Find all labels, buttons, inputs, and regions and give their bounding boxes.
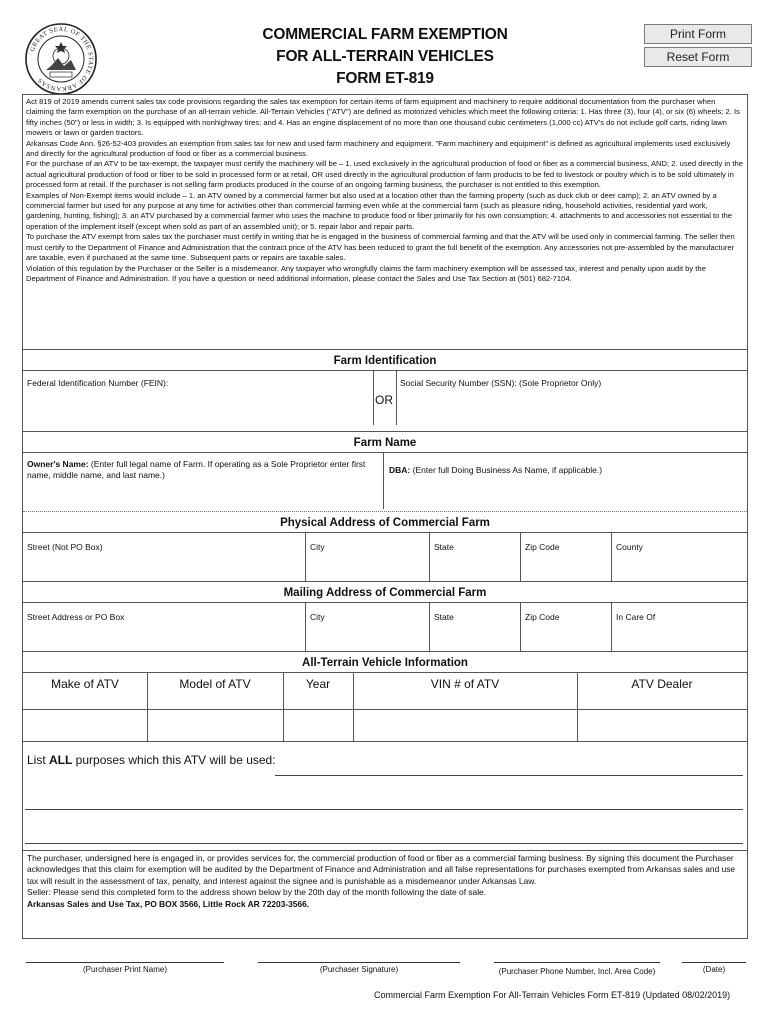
atv-dealer-input[interactable] bbox=[578, 710, 747, 741]
intro-text bbox=[26, 97, 744, 284]
atv-make-header: Make of ATV bbox=[51, 677, 119, 691]
mailing-zip-label: Zip Code bbox=[525, 612, 560, 622]
seller-note: Seller: Please send this completed form to the address shown below by the 20th day of the month following the date of sale. bbox=[27, 887, 487, 898]
form-number: FORM ET-819 bbox=[336, 70, 434, 87]
intro-paragraph-6: Violation of this regulation by the Purchaser or the Seller is a misdemeanor. Any taxpayer who wrongfully claims the farm machinery exemption will be assessed tax, interest and penalty upon audit by the Department of Finance and Administration. If you have a question or need additional information, please contact the Sales and Use Tax Section at (501) 682-7104. bbox=[26, 263, 706, 283]
mailing-street-label: Street Address or PO Box bbox=[27, 612, 125, 622]
intro-paragraph-2: Arkansas Code Ann. §26-52-403 provides an exemption from sales tax for new and used farm machinery and equipment. "Farm machinery and equipment" is defined as agricultural implements used exclusively and directly for the agricultural production of food or fiber as a commercial business. bbox=[26, 138, 731, 159]
dba-input[interactable] bbox=[384, 453, 747, 509]
intro-paragraph-4: Examples of Non-Exempt items would include – 1. an ATV owned by a commercial farmer but also used at a location other than the farming property (such as duck club or deer camp); 2. an ATV owned by a commercial farmer but used for any purpose at any time for activities other than commercial farming even while at the commercial farm (such as pleasure riding, household activities, residential yard work, gardening, hunting, fishing); 3. an ATV purchased by a commercial farmer who uses the machine to produce food or fiber primarily for his own consumption; 4. attachments to and accessories not essential to the operation of the implement itself (except when sold as part of an assembled unit); or 5. repair labor and repair parts. bbox=[26, 190, 733, 231]
physical-zip-input[interactable] bbox=[521, 533, 611, 581]
dba-label-text: (Enter full Doing Business As Name, if applicable.) bbox=[412, 465, 603, 475]
date-line[interactable] bbox=[682, 962, 746, 963]
print-name-line[interactable] bbox=[26, 962, 224, 963]
phone-line[interactable] bbox=[494, 962, 660, 963]
farm-name-heading: Farm Name bbox=[23, 431, 747, 453]
atv-vin-header: VIN # of ATV bbox=[430, 677, 500, 691]
mailing-address-note: Arkansas Sales and Use Tax, PO BOX 3566, Little Rock AR 72203-3566. bbox=[27, 898, 310, 909]
form-frame bbox=[22, 94, 748, 939]
atv-make-input[interactable] bbox=[23, 710, 147, 741]
physical-city-input[interactable] bbox=[306, 533, 429, 581]
mailing-street-input[interactable] bbox=[23, 603, 305, 651]
form-title-line2: FOR ALL-TERRAIN VEHICLES bbox=[276, 48, 494, 65]
phone-label: (Purchaser Phone Number, Incl. Area Code) bbox=[498, 967, 656, 976]
fein-label: Federal Identification Number (FEIN): bbox=[27, 378, 169, 388]
mailing-zip-input[interactable] bbox=[521, 603, 611, 651]
fein-input[interactable] bbox=[23, 371, 373, 425]
mailing-care-of-input[interactable] bbox=[612, 603, 747, 651]
physical-address-heading: Physical Address of Commercial Farm bbox=[23, 511, 747, 533]
ssn-input[interactable] bbox=[397, 371, 747, 425]
form-title-line1: COMMERCIAL FARM EXEMPTION bbox=[262, 26, 508, 43]
owner-name-label-bold: Owner's Name: bbox=[27, 459, 89, 469]
purposes-label-post: purposes which this ATV will be used: bbox=[72, 753, 276, 767]
atv-model-input[interactable] bbox=[148, 710, 283, 741]
intro-paragraph-5: To purchase the ATV exempt from sales tax the purchaser must certify in writing that he is engaged in the business of commercial farming and that the ATV will be used only in commercial farming. The seller then must certify to the Department of Finance and Administration that the contract price of the ATV has been reduced to grant the full benefit of the exemption. Any accessories not pre-assembled by the manufacturer are taxable, even if purchased at the same time. Subsequent parts or repairs are taxable sales. bbox=[26, 232, 735, 263]
farm-identification-heading: Farm Identification bbox=[23, 349, 747, 371]
owner-name-label-text: (Enter full legal name of Farm. If operating as a Sole Proprietor enter first name, middle name, and last name.) bbox=[27, 459, 366, 480]
reset-form-button[interactable]: Reset Form bbox=[644, 47, 752, 67]
atv-model-header: Model of ATV bbox=[179, 677, 251, 691]
state-seal-icon bbox=[24, 22, 98, 96]
physical-state-label: State bbox=[434, 542, 454, 552]
date-label: (Date) bbox=[702, 965, 726, 974]
row-divider bbox=[23, 741, 747, 742]
atv-year-input[interactable] bbox=[284, 710, 353, 741]
divider bbox=[373, 371, 374, 425]
physical-street-input[interactable] bbox=[23, 533, 305, 581]
physical-city-label: City bbox=[310, 542, 325, 552]
print-name-label: (Purchaser Print Name) bbox=[82, 965, 168, 974]
mailing-city-label: City bbox=[310, 612, 325, 622]
physical-county-input[interactable] bbox=[612, 533, 747, 581]
physical-street-label: Street (Not PO Box) bbox=[27, 542, 103, 552]
physical-zip-label: Zip Code bbox=[525, 542, 560, 552]
purposes-input[interactable] bbox=[23, 745, 747, 845]
atv-information-heading: All-Terrain Vehicle Information bbox=[23, 651, 747, 673]
purposes-label-pre: List bbox=[27, 753, 50, 767]
declaration-paragraph: The purchaser, undersigned here is engaged in, or provides services for, the commercial production of food or fiber as a commercial farming business. By signing this document the Purchaser acknowledges that this claim for exemption will be audited by the Department of Finance and Administration and all false representations for purchases exempted from Arkansas sales and use tax will result in the assessment of tax, penalty, and interest against the signee and is punishable as a misdemeanor under Arkansas Law. bbox=[27, 853, 736, 886]
declaration-text bbox=[27, 853, 743, 910]
intro-paragraph-3: For the purchase of an ATV to be tax-exempt, the taxpayer must certify the machinery will be – 1. used exclusively in the agricultural production of food or fiber as a commercial business, AND; 2. used directly in the actual agricultural production of food or fiber to be sold in processed form or at retail, OR used directly in the agricultural production of farm products to be fed to livestock or poultry which is to be sold ultimately in processed form at retail. If the purchaser is not selling farm products produced in the course of an ongoing farming business, the purchaser is not entitled to this exemption. bbox=[26, 159, 743, 190]
svg-text:GREAT SEAL OF THE STATE OF ARK: GREAT SEAL OF THE STATE OF ARKANSAS bbox=[29, 25, 95, 93]
print-form-button[interactable]: Print Form bbox=[644, 24, 752, 44]
mailing-care-of-label: In Care Of bbox=[616, 612, 656, 622]
physical-state-input[interactable] bbox=[430, 533, 520, 581]
purposes-label-bold: ALL bbox=[49, 753, 73, 767]
atv-vin-input[interactable] bbox=[354, 710, 577, 741]
row-divider bbox=[23, 850, 747, 851]
mailing-city-input[interactable] bbox=[306, 603, 429, 651]
mailing-address-heading: Mailing Address of Commercial Farm bbox=[23, 581, 747, 603]
mailing-state-label: State bbox=[434, 612, 454, 622]
atv-year-header: Year bbox=[305, 677, 331, 691]
ssn-label: Social Security Number (SSN): (Sole Proprietor Only) bbox=[400, 378, 602, 388]
mailing-state-input[interactable] bbox=[430, 603, 520, 651]
physical-county-label: County bbox=[616, 542, 643, 552]
intro-paragraph-1: Act 819 of 2019 amends current sales tax code provisions regarding the sales tax exemption for certain items of farm equipment and machinery to require additional documentation from the purchaser when claiming the farm exemption on the purchase of an all-terrain vehicle. All-Terrain Vehicles ("ATV") are defined as motorized vehicles which meet the following criteria: 1. Has three (3), four (4), or six (6) wheels; 2. Is fifty inches (50") or less in width; 3. Is equipped with nonhighway tires; and 4. Has an engine displacement of no more than one thousand cubic centimeters (1,000 cc) ATV's do not include golf carts, riding lawn mowers or lawn or garden tractors. bbox=[26, 97, 740, 138]
dba-label-bold: DBA: bbox=[389, 465, 411, 475]
footer-text: Commercial Farm Exemption For All-Terrain Vehicles Form ET-819 (Updated 08/02/2019) bbox=[374, 990, 731, 1000]
signature-label: (Purchaser Signature) bbox=[319, 965, 399, 974]
atv-dealer-header: ATV Dealer bbox=[631, 677, 693, 691]
signature-line[interactable] bbox=[258, 962, 460, 963]
or-label: OR bbox=[375, 393, 393, 407]
owner-name-input[interactable] bbox=[23, 453, 383, 509]
